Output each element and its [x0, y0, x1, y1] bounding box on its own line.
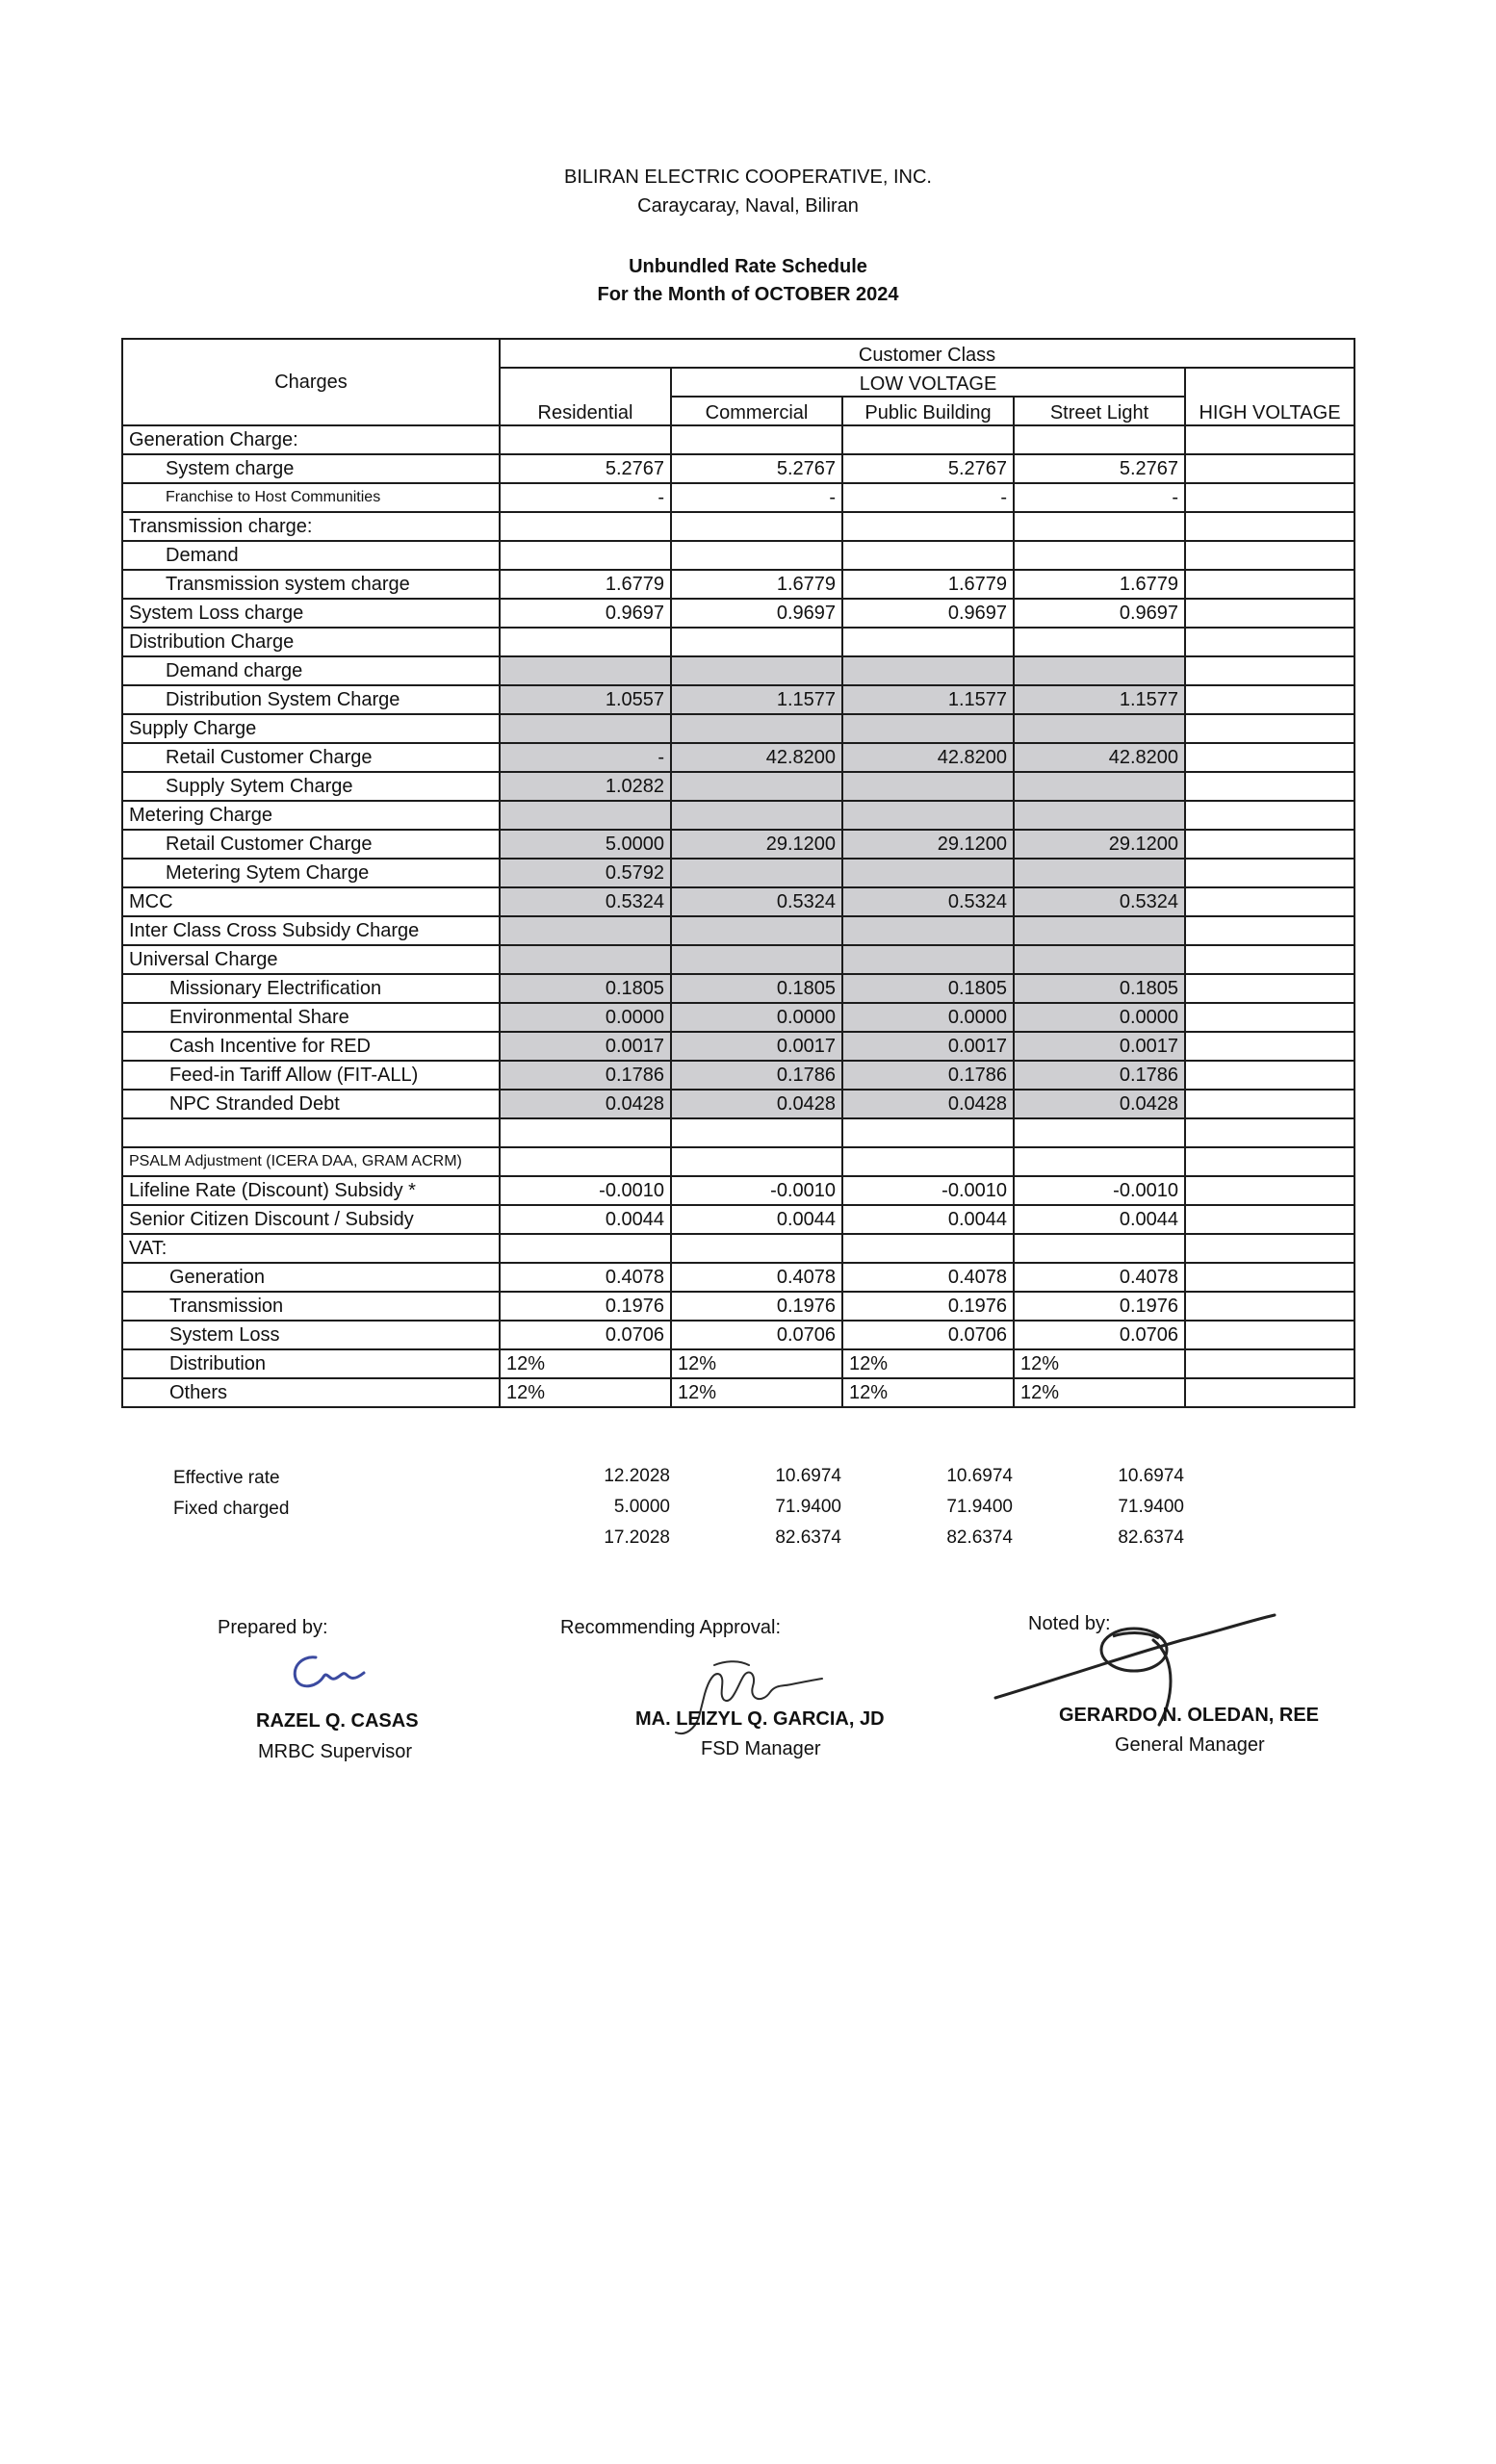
effective-rate-value: 10.6974	[775, 1466, 841, 1486]
high-voltage-cell	[1185, 1321, 1354, 1349]
rate-row	[122, 1234, 1354, 1263]
rate-cell: 0.0428	[1014, 1090, 1185, 1118]
high-voltage-cell	[1185, 1234, 1354, 1263]
high-voltage-cell	[1185, 1032, 1354, 1061]
high-voltage-cell	[1185, 1292, 1354, 1321]
rate-cell: 0.1976	[842, 1292, 1014, 1321]
rate-cell: 12%	[500, 1378, 671, 1407]
rate-cell: 0.1805	[500, 974, 671, 1003]
rate-cell: 0.1976	[671, 1292, 842, 1321]
high-voltage-cell	[1185, 801, 1354, 830]
rate-row	[122, 1061, 1354, 1090]
rate-cell	[671, 1234, 842, 1263]
rate-cell: -	[500, 743, 671, 772]
high-voltage-cell	[1185, 656, 1354, 685]
fixed-charged-label: Fixed charged	[173, 1499, 290, 1519]
rate-cell: 0.0017	[671, 1032, 842, 1061]
rate-cell: 0.0000	[842, 1003, 1014, 1032]
high-voltage-cell	[1185, 454, 1354, 483]
rate-cell	[671, 916, 842, 945]
charge-label: NPC Stranded Debt	[122, 1090, 500, 1118]
rate-cell: 12%	[1014, 1378, 1185, 1407]
charge-label: Cash Incentive for RED	[122, 1032, 500, 1061]
rate-row	[122, 801, 1354, 830]
charge-label: VAT:	[122, 1234, 500, 1263]
recommending-approval-name: MA. LEIZYL Q. GARCIA, JD	[635, 1708, 885, 1730]
charge-label: MCC	[122, 887, 500, 916]
rate-cell: 0.5792	[500, 859, 671, 887]
rate-cell: 0.4078	[842, 1263, 1014, 1292]
charge-label: Demand charge	[122, 656, 500, 685]
rate-cell	[1014, 425, 1185, 454]
rate-row	[122, 425, 1354, 454]
rate-cell	[500, 656, 671, 685]
rate-cell: 0.1805	[842, 974, 1014, 1003]
charge-label: Inter Class Cross Subsidy Charge	[122, 916, 500, 945]
rate-cell	[842, 1147, 1014, 1176]
rate-row	[122, 541, 1354, 570]
rate-cell: 0.0017	[1014, 1032, 1185, 1061]
rate-cell: 0.9697	[842, 599, 1014, 628]
rate-cell: -0.0010	[500, 1176, 671, 1205]
total-value: 82.6374	[1118, 1527, 1184, 1548]
high-voltage-cell	[1185, 743, 1354, 772]
rate-cell: 0.4078	[500, 1263, 671, 1292]
high-voltage-cell	[1185, 483, 1354, 512]
charge-label: Environmental Share	[122, 1003, 500, 1032]
rate-row	[122, 830, 1354, 859]
rate-row	[122, 454, 1354, 483]
high-voltage-cell	[1185, 541, 1354, 570]
high-voltage-cell	[1185, 1090, 1354, 1118]
rate-row	[122, 1205, 1354, 1234]
rate-row	[122, 743, 1354, 772]
charge-label: Transmission system charge	[122, 570, 500, 599]
rate-row	[122, 887, 1354, 916]
total-value: 82.6374	[775, 1527, 841, 1548]
rate-cell	[671, 656, 842, 685]
rate-row	[122, 570, 1354, 599]
summary-block	[0, 1458, 1496, 1554]
rate-cell: 1.1577	[671, 685, 842, 714]
rate-cell	[1014, 916, 1185, 945]
rate-cell	[842, 916, 1014, 945]
noted-by-name: GERARDO N. OLEDAN, REE	[1059, 1705, 1320, 1726]
rate-cell	[1014, 628, 1185, 656]
rate-row	[122, 974, 1354, 1003]
rate-cell: 5.2767	[842, 454, 1014, 483]
total-value: 17.2028	[604, 1527, 670, 1548]
high-voltage-cell	[1185, 1378, 1354, 1407]
charge-label: Distribution System Charge	[122, 685, 500, 714]
rate-row	[122, 599, 1354, 628]
rate-row	[122, 1292, 1354, 1321]
fixed-charged-value: 71.9400	[775, 1497, 841, 1517]
rate-cell	[671, 772, 842, 801]
rate-row	[122, 1176, 1354, 1205]
rate-cell	[671, 1147, 842, 1176]
rate-row	[122, 628, 1354, 656]
high-voltage-cell	[1185, 772, 1354, 801]
prepared-by-name: RAZEL Q. CASAS	[256, 1710, 419, 1732]
street-light-header: Street Light	[1014, 397, 1185, 425]
rate-cell	[842, 512, 1014, 541]
rate-row	[122, 1118, 1354, 1147]
rate-cell: 0.0428	[500, 1090, 671, 1118]
prepared-by-position: MRBC Supervisor	[258, 1741, 413, 1762]
rate-cell: 0.1786	[1014, 1061, 1185, 1090]
rate-cell: -	[671, 483, 842, 512]
effective-rate-value: 12.2028	[604, 1466, 670, 1486]
rate-cell	[671, 541, 842, 570]
rate-cell: -	[1014, 483, 1185, 512]
rate-cell: 1.6779	[500, 570, 671, 599]
rate-cell: -0.0010	[842, 1176, 1014, 1205]
high-voltage-cell	[1185, 1349, 1354, 1378]
rate-cell: 12%	[842, 1378, 1014, 1407]
charge-label: Distribution	[122, 1349, 500, 1378]
rate-cell	[1014, 1234, 1185, 1263]
high-voltage-cell	[1185, 974, 1354, 1003]
rate-cell: -	[500, 483, 671, 512]
rate-cell	[1014, 656, 1185, 685]
high-voltage-cell	[1185, 1118, 1354, 1147]
fixed-charged-value: 71.9400	[1118, 1497, 1184, 1517]
high-voltage-cell	[1185, 512, 1354, 541]
rate-cell: 0.5324	[842, 887, 1014, 916]
rate-cell: 0.1976	[500, 1292, 671, 1321]
charge-label: Transmission charge:	[122, 512, 500, 541]
rate-cell: -	[842, 483, 1014, 512]
prepared-by-label: Prepared by:	[218, 1617, 328, 1638]
high-voltage-cell	[1185, 887, 1354, 916]
charge-label: Metering Sytem Charge	[122, 859, 500, 887]
company-address: Caraycaray, Naval, Biliran	[637, 195, 859, 217]
charge-label: Senior Citizen Discount / Subsidy	[122, 1205, 500, 1234]
charge-label: Retail Customer Charge	[122, 743, 500, 772]
rate-cell: 12%	[1014, 1349, 1185, 1378]
rate-cell	[842, 628, 1014, 656]
rate-cell	[842, 801, 1014, 830]
rate-cell	[1014, 772, 1185, 801]
rate-cell	[842, 859, 1014, 887]
prepared-by-block	[218, 1617, 506, 1771]
rate-row	[122, 1032, 1354, 1061]
rate-cell: 0.9697	[1014, 599, 1185, 628]
rate-cell	[671, 801, 842, 830]
rate-cell: 12%	[671, 1378, 842, 1407]
charge-label: Others	[122, 1378, 500, 1407]
rate-cell: 1.1577	[842, 685, 1014, 714]
rate-cell: 0.9697	[500, 599, 671, 628]
commercial-header: Commercial	[671, 397, 842, 425]
rate-cell: 0.0000	[1014, 1003, 1185, 1032]
rate-cell: 0.9697	[671, 599, 842, 628]
low-voltage-header: LOW VOLTAGE	[671, 368, 1185, 397]
rate-row	[122, 1349, 1354, 1378]
rate-cell: 0.1805	[671, 974, 842, 1003]
rate-cell: 0.0044	[671, 1205, 842, 1234]
high-voltage-cell	[1185, 599, 1354, 628]
rate-cell	[500, 714, 671, 743]
rate-cell: 0.5324	[671, 887, 842, 916]
rate-cell	[1014, 1147, 1185, 1176]
high-voltage-cell	[1185, 685, 1354, 714]
rate-cell: 42.8200	[842, 743, 1014, 772]
charge-label: Distribution Charge	[122, 628, 500, 656]
rate-row	[122, 772, 1354, 801]
rate-row	[122, 916, 1354, 945]
high-voltage-cell	[1185, 916, 1354, 945]
high-voltage-cell	[1185, 1003, 1354, 1032]
rate-cell: 0.0044	[500, 1205, 671, 1234]
noted-by-block	[1028, 1613, 1432, 1777]
rate-cell: 12%	[500, 1349, 671, 1378]
rate-cell	[671, 1118, 842, 1147]
rate-cell: 0.0044	[842, 1205, 1014, 1234]
rate-cell	[500, 512, 671, 541]
rate-cell: 0.0000	[500, 1003, 671, 1032]
rate-row	[122, 1378, 1354, 1407]
rate-row	[122, 1147, 1354, 1176]
rate-cell: 1.6779	[842, 570, 1014, 599]
rate-cell: 0.1805	[1014, 974, 1185, 1003]
rate-cell	[1014, 859, 1185, 887]
residential-header: Residential	[500, 368, 671, 425]
rate-cell	[500, 425, 671, 454]
rate-cell: 0.4078	[1014, 1263, 1185, 1292]
rate-row	[122, 945, 1354, 974]
high-voltage-cell	[1185, 1147, 1354, 1176]
rate-cell: 1.6779	[1014, 570, 1185, 599]
rate-cell: 0.1786	[842, 1061, 1014, 1090]
charge-label: Generation Charge:	[122, 425, 500, 454]
charge-label: Lifeline Rate (Discount) Subsidy *	[122, 1176, 500, 1205]
rate-row	[122, 859, 1354, 887]
rate-cell: 0.0428	[842, 1090, 1014, 1118]
schedule-title: Unbundled Rate Schedule	[629, 256, 867, 277]
high-voltage-cell	[1185, 425, 1354, 454]
rate-cell: 12%	[842, 1349, 1014, 1378]
rate-cell: 0.0706	[842, 1321, 1014, 1349]
rate-cell	[671, 628, 842, 656]
charge-label: Supply Sytem Charge	[122, 772, 500, 801]
rate-cell: 0.0000	[671, 1003, 842, 1032]
rate-cell	[1014, 714, 1185, 743]
rate-cell	[671, 512, 842, 541]
rate-cell: 5.2767	[1014, 454, 1185, 483]
rate-cell	[500, 1147, 671, 1176]
high-voltage-cell	[1185, 570, 1354, 599]
rate-row	[122, 1003, 1354, 1032]
rate-cell: 0.1786	[671, 1061, 842, 1090]
customer-class-header: Customer Class	[500, 339, 1354, 368]
recommending-approval-label: Recommending Approval:	[560, 1617, 782, 1638]
rate-cell: 0.4078	[671, 1263, 842, 1292]
charge-label: System Loss charge	[122, 599, 500, 628]
rate-row	[122, 1090, 1354, 1118]
rate-cell: 0.0706	[500, 1321, 671, 1349]
charge-label: System charge	[122, 454, 500, 483]
rate-cell	[842, 541, 1014, 570]
noted-by-label: Noted by:	[1028, 1613, 1111, 1634]
rate-row	[122, 483, 1354, 512]
rate-cell	[1014, 945, 1185, 974]
rate-cell	[1014, 512, 1185, 541]
rate-row	[122, 1263, 1354, 1292]
rate-cell: 29.1200	[671, 830, 842, 859]
rate-cell: 1.0557	[500, 685, 671, 714]
rate-cell: 0.5324	[500, 887, 671, 916]
rate-cell	[500, 541, 671, 570]
rate-cell: 0.1786	[500, 1061, 671, 1090]
rate-cell: 0.1976	[1014, 1292, 1185, 1321]
rate-cell	[500, 916, 671, 945]
recommending-approval-block	[560, 1617, 926, 1771]
rate-cell	[1014, 1118, 1185, 1147]
rate-cell	[500, 945, 671, 974]
high-voltage-cell	[1185, 1061, 1354, 1090]
rate-cell: 42.8200	[671, 743, 842, 772]
charge-label: Demand	[122, 541, 500, 570]
high-voltage-cell	[1185, 1263, 1354, 1292]
high-voltage-header: HIGH VOLTAGE	[1185, 368, 1354, 425]
rate-cell	[842, 1118, 1014, 1147]
rate-cell: 0.0017	[500, 1032, 671, 1061]
high-voltage-cell	[1185, 628, 1354, 656]
rate-cell	[671, 859, 842, 887]
rate-cell	[1014, 801, 1185, 830]
charge-label: Transmission	[122, 1292, 500, 1321]
rate-cell: 1.6779	[671, 570, 842, 599]
rate-cell	[842, 945, 1014, 974]
rate-cell: 0.5324	[1014, 887, 1185, 916]
rate-cell	[1014, 541, 1185, 570]
rate-cell: 0.0428	[671, 1090, 842, 1118]
high-voltage-cell	[1185, 945, 1354, 974]
company-name: BILIRAN ELECTRIC COOPERATIVE, INC.	[564, 167, 932, 188]
rate-cell	[842, 656, 1014, 685]
charge-label: Retail Customer Charge	[122, 830, 500, 859]
rate-cell	[842, 425, 1014, 454]
rate-row	[122, 1321, 1354, 1349]
rate-cell: 1.0282	[500, 772, 671, 801]
rate-row	[122, 512, 1354, 541]
high-voltage-cell	[1185, 859, 1354, 887]
rate-cell	[500, 1234, 671, 1263]
high-voltage-cell	[1185, 714, 1354, 743]
rate-cell	[671, 714, 842, 743]
effective-rate-value: 10.6974	[1118, 1466, 1184, 1486]
charge-label: Universal Charge	[122, 945, 500, 974]
recommending-approval-position: FSD Manager	[701, 1738, 821, 1759]
rate-cell: 5.0000	[500, 830, 671, 859]
rate-cell	[842, 1234, 1014, 1263]
charge-label	[122, 1118, 500, 1147]
rate-cell: -0.0010	[671, 1176, 842, 1205]
charge-label: Franchise to Host Communities	[122, 483, 500, 512]
charges-header: Charges	[122, 339, 500, 425]
rate-cell: 5.2767	[500, 454, 671, 483]
signature-casas	[287, 1652, 374, 1694]
rate-cell	[671, 425, 842, 454]
effective-rate-value: 10.6974	[946, 1466, 1013, 1486]
public-building-header: Public Building	[842, 397, 1014, 425]
rate-cell: 0.0706	[671, 1321, 842, 1349]
schedule-month: For the Month of OCTOBER 2024	[597, 284, 899, 305]
noted-by-position: General Manager	[1115, 1734, 1265, 1756]
rate-cell	[842, 714, 1014, 743]
rate-cell	[500, 801, 671, 830]
rate-cell: 42.8200	[1014, 743, 1185, 772]
rate-cell	[500, 1118, 671, 1147]
rate-row	[122, 714, 1354, 743]
total-value: 82.6374	[946, 1527, 1013, 1548]
rate-row	[122, 656, 1354, 685]
rate-cell: 0.0044	[1014, 1205, 1185, 1234]
rate-cell: 0.0017	[842, 1032, 1014, 1061]
charge-label: Feed-in Tariff Allow (FIT-ALL)	[122, 1061, 500, 1090]
charge-label: System Loss	[122, 1321, 500, 1349]
high-voltage-cell	[1185, 1205, 1354, 1234]
rate-cell: 1.1577	[1014, 685, 1185, 714]
fixed-charged-value: 5.0000	[613, 1497, 670, 1517]
charge-label: Metering Charge	[122, 801, 500, 830]
rate-cell: -0.0010	[1014, 1176, 1185, 1205]
rate-table	[121, 338, 1355, 1408]
effective-rate-label: Effective rate	[173, 1468, 280, 1488]
rate-cell	[842, 772, 1014, 801]
fixed-charged-value: 71.9400	[946, 1497, 1013, 1517]
rate-cell: 0.0706	[1014, 1321, 1185, 1349]
rate-cell: 12%	[671, 1349, 842, 1378]
charge-label: Missionary Electrification	[122, 974, 500, 1003]
rate-cell: 29.1200	[1014, 830, 1185, 859]
rate-cell	[671, 945, 842, 974]
charge-label: Generation	[122, 1263, 500, 1292]
high-voltage-cell	[1185, 830, 1354, 859]
rate-cell: 5.2767	[671, 454, 842, 483]
rate-cell	[500, 628, 671, 656]
charge-label: PSALM Adjustment (ICERA DAA, GRAM ACRM)	[122, 1147, 500, 1176]
charge-label: Supply Charge	[122, 714, 500, 743]
high-voltage-cell	[1185, 1176, 1354, 1205]
rate-row	[122, 685, 1354, 714]
rate-cell: 29.1200	[842, 830, 1014, 859]
